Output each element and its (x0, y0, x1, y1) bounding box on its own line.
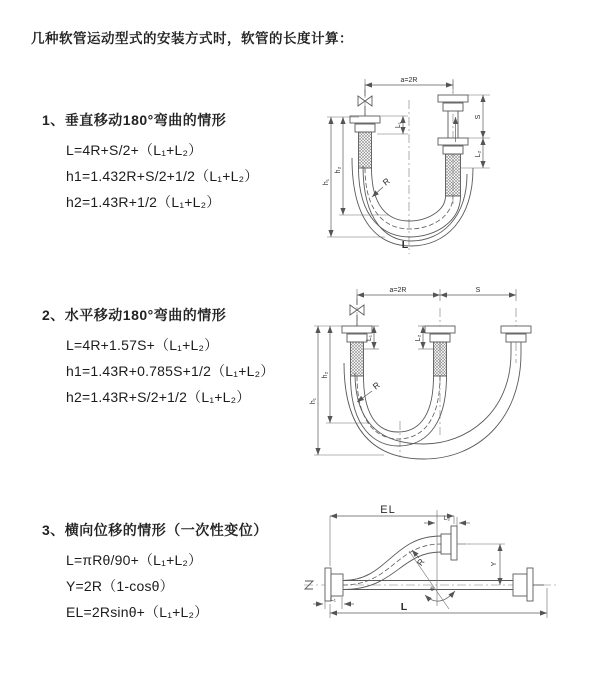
dimension-s (440, 287, 516, 295)
dimension-h1 (310, 326, 384, 455)
section-1-formulas (42, 137, 258, 215)
dim-label-theta: θ (430, 586, 434, 593)
dim-label-h1: h₁ (310, 397, 317, 405)
valve-icon (358, 96, 365, 106)
formula-line: h1=1.43R+0.785S+1/2（L₁+L₂） (66, 363, 275, 379)
dimension-a2r (365, 77, 453, 93)
dim-label-h1: h₁ (323, 178, 330, 186)
dim-label-s: S (475, 287, 481, 294)
dimension-s (468, 95, 490, 138)
section-1-heading: 1、垂直移动180°弯曲的情形 (42, 112, 227, 128)
dimension-h1 (323, 117, 385, 237)
hose-curves (344, 353, 521, 459)
dim-label-el: EL (380, 504, 396, 516)
section-2-formulas (42, 332, 274, 410)
dim-label-a2r: a=2R (400, 77, 418, 84)
dim-label-a2r: a=2R (389, 287, 407, 294)
section-3-formulas (42, 547, 268, 625)
dim-label-l1: L₁ (330, 596, 336, 603)
formula-line: L=4R+S/2+（L₁+L₂） (66, 142, 203, 158)
dim-label-l2: L₂ (475, 150, 482, 158)
formula-line: L=πRθ/90+（L₁+L₂） (66, 552, 203, 568)
section-vertical-movement (42, 110, 258, 215)
dimension-y (457, 544, 505, 585)
centerlines (365, 80, 453, 254)
formula-line: EL=2Rsinθ+（L₁+L₂） (66, 604, 209, 620)
formula-line: h2=1.43R+1/2（L₁+L₂） (66, 194, 221, 210)
dimension-l1 (377, 116, 408, 134)
formula-line: L=4R+1.57S+（L₁+L₂） (66, 337, 219, 353)
dim-label-y: Y (491, 561, 498, 567)
dim-label-l1: L₁ (366, 334, 373, 342)
dim-label-r: R (380, 175, 392, 188)
dim-label-r: R (414, 556, 427, 568)
dimension-l1 (313, 596, 354, 609)
formula-line: Y=2R（1-cosθ） (66, 578, 174, 594)
dim-label-h2: h₂ (322, 371, 329, 379)
radius-callout (357, 380, 382, 402)
section-lateral-displacement (42, 520, 268, 625)
valve-icon (350, 305, 357, 315)
right-pipe-assembly (438, 95, 468, 196)
dim-label-s: S (475, 114, 482, 120)
page-title: 几种软管运动型式的安装方式时，软管的长度计算： (31, 31, 353, 46)
section-horizontal-movement (42, 305, 274, 410)
dim-label-l2: L₂ (443, 515, 451, 522)
dim-label-l1: L₁ (395, 121, 402, 129)
section-2-heading: 2、水平移动180°弯曲的情形 (42, 307, 227, 323)
dim-label-l: L (401, 239, 409, 251)
upper-right-flange (441, 526, 457, 560)
diagram-horizontal-180-bend (308, 283, 538, 465)
dim-label-h2: h₂ (335, 166, 342, 174)
dim-label-l2: L₂ (415, 334, 422, 342)
formula-line: h2=1.43R+S/2+1/2（L₁+L₂） (66, 389, 251, 405)
diagram-vertical-180-bend (315, 70, 535, 260)
dim-label-l: L (400, 601, 408, 613)
formula-line: h1=1.432R+S/2+1/2（L₁+L₂） (66, 168, 259, 184)
dim-label-r: R (370, 379, 382, 392)
diagram-lateral-displacement (296, 496, 586, 654)
dimension-a2r (357, 287, 516, 301)
lower-right-flange (513, 568, 544, 601)
section-3-heading: 3、横向位移的情形（一次性变位） (42, 522, 268, 538)
